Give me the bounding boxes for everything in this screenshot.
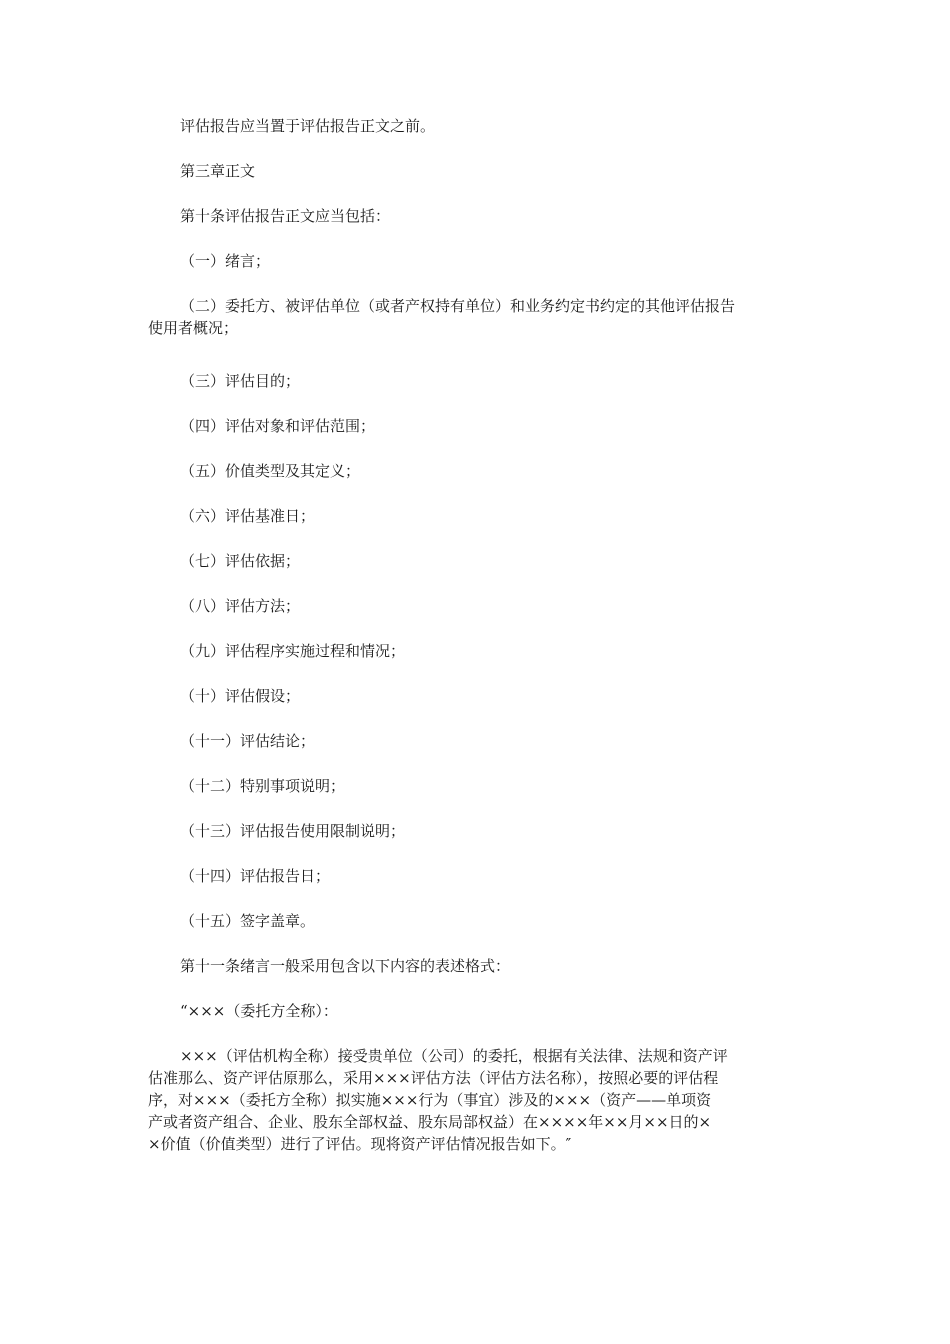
list-item-8: （八）评估方法；: [180, 597, 301, 615]
list-item-1: （一）绪言；: [180, 252, 271, 270]
list-item-10: （十）评估假设；: [180, 687, 301, 705]
list-item-7: （七）评估依据；: [180, 552, 301, 570]
list-item-12: （十二）特别事项说明；: [180, 777, 346, 795]
list-item-15: （十五）签字盖章。: [180, 912, 316, 930]
list-item-4: （四）评估对象和评估范围；: [180, 417, 376, 435]
list-item-6: （六）评估基准日；: [180, 507, 316, 525]
salutation: “×××（委托方全称）：: [180, 1002, 338, 1020]
list-item-13: （十三）评估报告使用限制说明；: [180, 822, 406, 840]
article-11-heading: 第十一条绪言一般采用包含以下内容的表述格式：: [180, 957, 511, 975]
list-item-5: （五）价值类型及其定义；: [180, 462, 361, 480]
chapter-heading: 第三章正文: [180, 162, 256, 180]
body-line-4: 产或者资产组合、企业、股东全部权益、股东局部权益）在××××年××月××日的×: [148, 1113, 712, 1131]
list-item-2-line-1: （二）委托方、被评估单位（或者产权持有单位）和业务约定书约定的其他评估报告: [180, 297, 736, 315]
body-line-2: 估准那么、资产评估原那么，采用×××评估方法（评估方法名称），按照必要的评估程: [148, 1069, 719, 1087]
body-line-1: ×××（评估机构全称）接受贵单位（公司）的委托，根据有关法律、法规和资产评: [180, 1047, 728, 1065]
list-item-11: （十一）评估结论；: [180, 732, 316, 750]
article-10-heading: 第十条评估报告正文应当包括：: [180, 207, 391, 225]
paragraph-preface-placement: 评估报告应当置于评估报告正文之前。: [180, 117, 436, 135]
list-item-9: （九）评估程序实施过程和情况；: [180, 642, 406, 660]
list-item-2: [148, 295, 802, 339]
list-item-14: （十四）评估报告日；: [180, 867, 331, 885]
body-line-5: ×价值（价值类型）进行了评估。现将资产评估情况报告如下。″: [148, 1135, 572, 1153]
body-paragraph: [148, 1045, 802, 1155]
list-item-3: （三）评估目的；: [180, 372, 301, 390]
list-item-2-line-2: 使用者概况；: [148, 319, 239, 337]
body-line-3: 序，对×××（委托方全称）拟实施×××行为（事宜）涉及的×××（资产——单项资: [148, 1091, 712, 1109]
